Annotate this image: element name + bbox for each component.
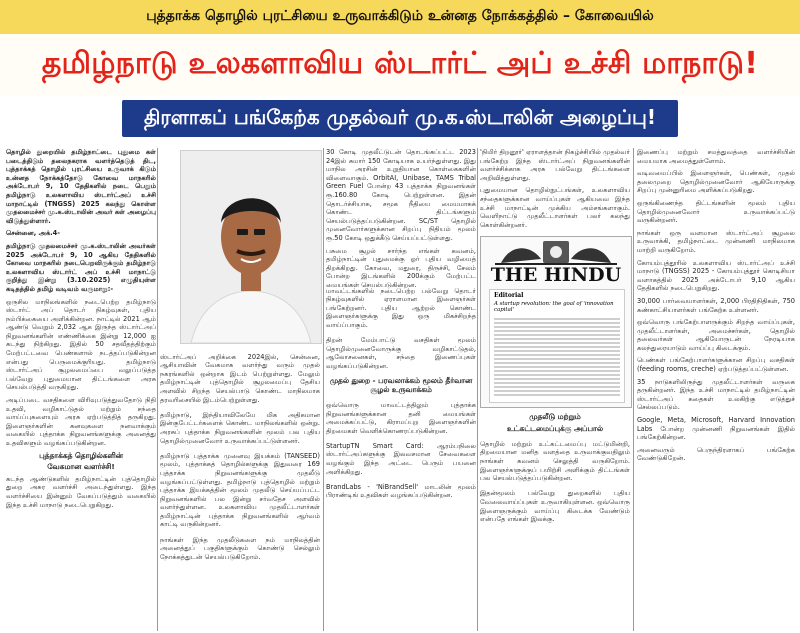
- column-divider: [323, 148, 324, 631]
- dateline: சென்னை, அக்.4-: [6, 229, 60, 238]
- editorial-text-lines: [490, 313, 624, 401]
- top-banner-text: புத்தாக்க தொழில் புரட்சியை உருவாக்கிடும் உன்னத நோக்கத்தில் – கோவையில்: [146, 8, 654, 24]
- paragraph: 30 கோடி முதலீட்டுடன் தொடங்கப்பட்ட 2023 24இல் சுமார் 150 கோடியாக உயர்ந்துள்ளது. இது மாநில அரசின் உறுதியான கொள்கைகளின் விளைவாகும். OrbitAI, Unibase, TAMS Tribal Green Fuel போன்ற 43 புத்தாக்க நிறுவனங்கள் ரூ.160.80 கோடி பெற்றுள்ளன. இதன் தொடர்ச்சியாக, சமூக நீதியை மையமாகக் கொண்ட திட்டங்களும் செயல்படுத்தப்படுகின்றன. SC/ST தொழில் முனைவோர்களுக்கான சிறப்பு நிதியம் மூலம் ரூ.50 கோடி ஒதுக்கீடு செய்யப்பட்டுள்ளது.: [326, 148, 476, 242]
- section-subtitle: வேகமான வளர்ச்சி!: [47, 462, 115, 472]
- lead-paragraph: தொழில் துறையில் தமிழ்நாட்டை புதுமை கள் படைத்திடும் தலைநகராக வளர்த்தெடுத் திட, புத்தாக்கத் தொழில் புரட்சியை உருவாக் கிடும் உன்னத நோக்கத்தோடு கோவை மாநகரில் அக்டோபர் 9, 10 தேதிகளில் நடை பெறும் தமிழ்நாடு உலகளாவிய ஸ்டார்ட்அப் உச்சி மாநாட்டில் (TNGSS) 2025 கலந்து கொள்ள முதலமைச்சர் மு.க.ஸ்டாலின் அவர் கள் அழைப்பு விடுத்துள்ளார்.: [6, 148, 156, 225]
- newspaper-clipping: [480, 236, 632, 408]
- paragraph: தமிழ்நாடு புத்தாக்க முனைவு இயக்கம் (TANSEED) மூலம், புத்தாக்கத் தொழில்களுக்கு இதுவரை 169 புத்தாக்க நிறுவனங்களுக்கு முதலீடு வழங்கப்பட்டுள்ளது. தமிழ்நாடு புத்தொழில் மற்றும் புத்தாக்க இயக்கத்தின் மூலம் முதலீடு செய்யப்பட்ட நிறுவனங்களில் பல இன்று சர்வதேச அளவில் வளர்ந்துள்ளன. உலகளாவிய முதலீட்டாளர்கள் தமிழ்நாட்டின் புத்தாக்க நிறுவனங்களில் ஆர்வம் காட்டி வருகின்றனர்.: [160, 451, 320, 529]
- section-title: புத்தாக்கத் தொழில்களின்: [39, 450, 123, 460]
- section-title: முதல் துறை - பரவலாக்கம் மூலம் தீர்வான சூழல் உருவாக்கம்: [329, 376, 473, 394]
- article-column-5: [637, 148, 795, 631]
- newspaper-crest-icon: [491, 237, 621, 267]
- column-divider: [157, 148, 158, 631]
- paragraph: ஒருங்கிணைந்த திட்டங்களின் மூலம் புதிய தொழில்முனைவோர் உருவாக்கப்பட்டு வருகின்றனர்.: [637, 198, 795, 225]
- section-title: முதலீடு மற்றும்: [529, 412, 581, 421]
- article-column-2: [160, 346, 320, 631]
- subheadline: [0, 97, 800, 139]
- paragraph: அடிப்படை வசதிகளை விரிவுபடுத்துவதோடு நிதி உதவி, வழிகாட்டுதல் மற்றும் சந்தை வாய்ப்புகளையும் அரசு ஏற்படுத்தித் தருகிறது. இளைஞர்களின் கனவுகளை நனவாக்கும் வகையில் புத்தாக்க நிறுவனங்களுக்கு அனைத்து உதவிகளும் வழங்கப்படுகின்றன.: [6, 396, 156, 447]
- chief-minister-photo: [180, 150, 322, 344]
- paragraph: இணைப்பு மற்றும் சமத்துவத்தை வளர்ச்சியின் மையமாக அமைத்துள்ளோம்.: [637, 148, 795, 165]
- paragraph: StartupTN Smart Card: ஆரம்பநிலை ஸ்டார்ட்அப்களுக்கு இலவசமான சேவைகளை வழங்கும் இந்த அட்டை பெரும் பயனை அளிக்கிறது.: [326, 441, 476, 476]
- subhead-pill: திரளாகப் பங்கேற்க முதல்வர் மு.க.ஸ்டாலின் அழைப்பு!: [122, 100, 678, 137]
- paragraph: பெண்கள் பங்கேற்பாளர்களுக்கான சிறப்பு வசதிகள் (feeding rooms, creche) ஏற்படுத்தப்பட்டுள்ளன.: [637, 356, 795, 374]
- paragraph: இதன்மூலம் பல்வேறு துறைகளில் புதிய வேலைவாய்ப்புகள் உருவாகியுள்ளன. ஒவ்வொரு இளைஞருக்கும் வாய்ப்பு கிடைக்க வேண்டும் என்பதே எங்கள் இலக்கு.: [480, 489, 630, 524]
- paragraph: அனைவரும் பெருந்திரளாகப் பங்கேற்க வேண்டுகிறேன்.: [637, 445, 795, 463]
- person-portrait-icon: [181, 151, 321, 343]
- paragraph: 'நிமிர் திறனூர்' ஏராளத்தான் நிகழ்ச்சியில் முதல்வர் பங்கேற்ற இந்த ஸ்டார்ட்அப் நிறுவனங்களின் வளர்ச்சிக்காக அரசு பல்வேறு திட்டங்களை அறிவித்துள்ளது.: [480, 148, 630, 182]
- editorial-headline: A startup revolution: the goal of 'innovation capital': [494, 301, 614, 313]
- paragraph: நாங்கள் ஒரு வளமான ஸ்டார்ட்அப் சூழலை உருவாக்கி, தமிழ்நாட்டை முன்னணி மாநிலமாக மாற்றி வருகிறோம்.: [637, 228, 795, 254]
- paragraph: தமிழ்நாடு முதலமைச்சர் மு.க.ஸ்டாலின் அவர்கள் 2025 அக்டோபர் 9, 10 ஆகிய தேதிகளில் கோவை மாநகரில் நடைபெறவிருக்கும் தமிழ்நாடு உலகளாவிய ஸ்டார்ட் அப் உச்சி மாநாட்டு குறித்து இன்று (3.10.2025) எழுதியுள்ள கடிதத்தில் தமிழ் வடிவம் வருமாறு:-: [6, 241, 156, 293]
- top-banner: [0, 0, 800, 34]
- paragraph: பசுமை சூழல் சார்ந்த எங்கள் கவனம், தமிழ்நாட்டின் புதுமைக்கு ஓர் புதிய வழியைத் திறக்கிறது. கோவை, மதுரை, திருச்சி, சேலம் போன்ற இடங்களில் 200க்கும் மேற்பட்ட மையங்கள் செயல்படுகின்றன.: [326, 246, 476, 289]
- article-column-3-bottom: [326, 280, 476, 631]
- article-column-4-bottom: [480, 410, 630, 631]
- paragraph: தொழில் மற்றும் உட்கட்டமைப்பு மட்டுமின்றி, திறமையான மனித வளத்தை உருவாக்குவதிலும் நாங்கள் கவனம் செலுத்தி வருகிறோம். இளைஞர்களுக்குப் பயிற்சி அளிக்கும் திட்டங்கள் பல செயல்படுத்தப்படுகின்றன.: [480, 439, 630, 483]
- column-divider: [633, 148, 634, 631]
- paragraph: BrandLabs - 'NiBrandSell' மாடலின் மூலம் பிராண்டிங் உதவிகள் வழங்கப்படுகின்றன.: [326, 482, 476, 500]
- article-column-3-top: [326, 148, 476, 289]
- article-column-1: [6, 148, 156, 631]
- paragraph: ஸ்டார்ட்அப் அறிக்கை 2024இல், சென்னை, ஆசியாவின் வேகமாக வளர்ந்து வரும் முதல் நகரங்களில் ஒன்றாக இடம் பெற்றுள்ளது. மேலும் தமிழ்நாட்டின் புத்தொழில் சூழலமைப்பு தேசிய அளவில் சிறந்த செயல்பாடு கொண்ட மாநிலமாக தரவரிசையில் இடம்பெற்றுள்ளது.: [160, 352, 320, 404]
- paragraph: Google, Meta, Microsoft, Harvard Innovation Labs போன்ற முன்னணி நிறுவனங்கள் இதில் பங்கேற்கின்றன.: [637, 416, 795, 442]
- paragraph: புதுமையான தொழில்நுட்பங்கள், உலகளாவிய சந்தைகளுக்கான வாய்ப்புகள் ஆகியவை இந்த உச்சி மாநாட்டின் முக்கிய அம்சங்களாகும். வெளிநாட்டு முதலீட்டாளர்கள் பலர் கலந்து கொள்கின்றனர்.: [480, 186, 630, 229]
- paragraph: 35 நாடுகளிலிருந்து முதலீட்டாளர்கள் வருகை தருகின்றனர். இந்த உச்சி மாநாட்டில் தமிழ்நாட்டின் ஸ்டார்ட்அப் கதைகள் உலகிற்கு எடுத்துச் செல்லப்படும்.: [637, 377, 795, 412]
- paragraph: 30,000 பார்வையாளர்கள், 2,000 பிரதிநிதிகள், 750 கண்காட்சியாளர்கள் பங்கேற்க உள்ளனர்.: [637, 296, 795, 314]
- paragraph: கடந்த ஆண்டுகளில் தமிழ்நாட்டின் புத்தொழில் துறை அசுர வளர்ச்சி அடைந்துள்ளது. இந்த வளர்ச்சியை இன்னும் வேகப்படுத்தும் வகையில் இந்த உச்சி மாநாடு நடைபெறுகிறது.: [6, 474, 156, 509]
- column-divider: [477, 148, 478, 631]
- editorial-page: [489, 289, 625, 403]
- paragraph: மாவட்டங்களில் நடைபெற்ற பல்வேறு தொடர் நிகழ்வுகளில் ஏராளமான இளைஞர்கள் பங்கேற்றனர். புதிய ஆற்றல் கொண்ட இளைஞர்களுக்கு இது ஒரு மிகச்சிறந்த வாய்ப்பாகும்.: [326, 286, 476, 329]
- paragraph: ஒவ்வொரு மாவட்டத்திலும் புத்தாக்க நிறுவனங்களுக்கான தனி மையங்கள் அமைக்கப்பட்டு, கிராமப்புற இளைஞர்களின் திறமைகள் வெளிக்கொணரப்படுகின்றன.: [326, 400, 476, 435]
- editorial-label: Editorial: [494, 292, 524, 299]
- paragraph: கோயம்புத்தூரில் உலகளாவிய ஸ்டார்ட்அப் உச்சி மாநாடு (TNGSS) 2025 - கோயம்புத்தூர் கொடிசியா வளாகத்தில் 2025 அக்டோபர் 9,10 ஆகிய தேதிகளில் நடைபெறுகிறது.: [637, 258, 795, 293]
- section-subtitle: உட்கட்டமைப்புக்கு அப்பால்: [506, 423, 604, 433]
- newspaper-masthead: THE HINDU: [490, 264, 622, 286]
- paragraph: ஒவ்வொரு பங்கேற்பாளருக்கும் சிறந்த வாய்ப்புகள், முதலீட்டாளர்கள், அமைச்சர்கள், தொழில் தலைவர்கள் ஆகியோருடன் நேரடியாக கலந்துரையாடும் வாய்ப்பு கிடைக்கும்.: [637, 318, 795, 352]
- paragraph: நாங்கள் இந்த முதலீடுகளை நம் மாநிலத்தின் அனைத்துப் பகுதிகளுக்கும் கொண்டு செல்லும் நோக்கத்துடன் செயல்படுகிறோம்.: [160, 535, 320, 561]
- paragraph: தமிழ்நாடு, இந்தியாவிலேயே மிக அதிகமான இன்குபேட்டர்களைக் கொண்ட மாநிலங்களில் ஒன்று. அரசுப் புத்தாக்க நிறுவனங்களின் மூலம் பல புதிய தொழில்முனைவோர் உருவாக்கப்பட்டுள்ளனர்.: [160, 410, 320, 445]
- paragraph: திறன் மேம்பாட்டு வசதிகள் மூலம் தொழில்முனைவோருக்கு வழிகாட்டுதல், ஆலோசனைகள், சந்தை இணைப்புகள் வழங்கப்படுகின்றன.: [326, 336, 476, 370]
- paragraph: ஒருசில மாநிலங்களில் நடைபெற்ற தமிழ்நாடு ஸ்டார்ட் அப் தொடர் நிகழ்வுகள், புதிய நம்பிக்கையை அளிக்கின்றன. நாட்டில் 2021 ஆம் ஆண்டு வெறும் 2,032 ஆக இருந்த ஸ்டார்ட்அப் நிறுவனங்களின் எண்ணிக்கை இன்று 12,000 ஐ கடந்து நிற்கிறது. இதில் 50 சதவீதத்திற்கும் மேற்பட்டவை பெண்களால் நடத்தப்படுகின்றன என்பது பெருமைக்குரியது. தமிழ்நாடு ஸ்டார்ட்அப் சூழலமைப்பை வலுப்படுத்த பல்வேறு புதுமையான திட்டங்களை அரசு செயல்படுத்தி வருகிறது.: [6, 297, 156, 392]
- headline-text: தமிழ்நாடு உலகளாவிய ஸ்டார்ட் அப் உச்சி மாநாடு!: [41, 45, 759, 81]
- main-headline: [0, 34, 800, 96]
- paragraph: வடிவமைப்பில் இளைஞர்கள், பெண்கள், முதல் தலைமுறை தொழில்முனைவோர் ஆகியோருக்கு சிறப்பு முன்னுரிமை அளிக்கப்படுகிறது.: [637, 169, 795, 195]
